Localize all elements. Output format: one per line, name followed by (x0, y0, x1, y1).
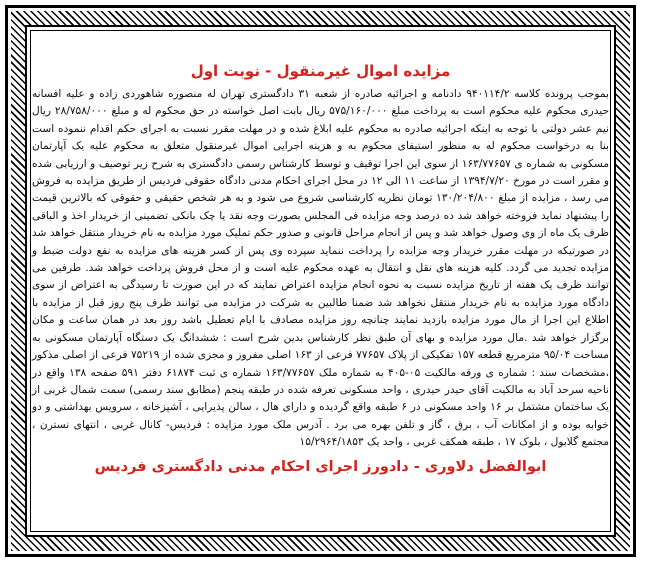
notice-content (32, 60, 609, 478)
notice-signature: ابوالفضل دلاوری - دادورز اجرای احکام مدنی دادگستری فردیس (94, 458, 547, 475)
notice-title: مزایده اموال غیرمنقول - نوبت اول (190, 62, 451, 80)
notice-body: بموجب پرونده کلاسه ۹۴۰۱۱۴/۲ دادنامه و اجرائیه صادره از شعبه ۳۱ دادگستری تهران له منصوره شاهوردی زاده و علیه افسانه حیدری محکوم علیه محکوم است به پرداخت مبلغ ۵۷۵/۱۶۰/۰۰۰ ریال بابت اصل خواسته در حق محکوم له و مبلغ ۲۸/۷۵۸/۰۰۰ ریال نیم عشر دولتی با توجه به اینکه اجرائیه صادره به محکوم علیه ابلاغ شده و در مهلت مقرر نسبت به اجرای حکم اقدام ننموده است بنا به درخواست محکوم له به منظور استیفای محکوم به و هزینه اجرایی اموال غیرمنقول متعلق به محکوم علیه یک آپارتمان مسکونی به شماره ی ۱۶۳/۷۷۶۵۷ از سوی این اجرا توقیف و توسط کارشناس رسمی دادگستری به شرح زیر توصیف و ارزیابی شده و مقرر است در مورخ ۱۳۹۴/۷/۲۰ از ساعت ۱۱ الی ۱۲ در محل اجرای احکام مدنی دادگاه حقوقی فردیس از طریق مزایده به فروش می رسد ، مزایده از مبلغ ۱۳۰/۲۰۴/۸۰۰ تومان نظریه کارشناسی شروع می شود و به هر شخص حقیقی و حقوقی که بالاترین قیمت را پیشنهاد نماید فروخته خواهد شد ده درصد وجه مزایده فی المجلس بصورت وجه نقد یا چک بانکی تضمینی از خریدار اخذ و الباقی ظرف یک ماه از وی وصول خواهد شد و پس از انجام مراحل قانونی و صدور حکم تملیک مورد مزایده به نام خریدار منتقل خواهد شد در صورتیکه در مهلت مقرر خریدار وجه مزایده را پرداخت ننماید سپرده وی پس از کسر هزینه های مزایده به نفع دولت ضبط و مزایده تجدید می گردد. کلیه هزینه های نقل و انتقال به عهده محکوم علیه است و از محل فروش پرداخت خواهد شد. طرفین می توانند ظرف یک هفته از تاریخ مزایده نسبت به نحوه انجام مزایده اعتراض نمایند که در این صورت تا رسیدگی به اعتراض از سوی دادگاه مورد مزایده به نام خریدار منتقل نخواهد شد ضمنا طالبین به شرکت در مزایده می توانند ظرف پنج روز قبل از مزایده با اطلاع این اجرا از مال مورد مزایده بازدید نمایند چنانچه روز مزایده مصادف با ایام تعطیل باشد روز بعد در همان ساعت و مکان برگزار خواهد شد .مال مورد مزایده و بهای آن طبق نظر کارشناس بدین شرح است : ششدانگ یک دستگاه آپارتمان مسکونی به مساحت ۹۵/۰۴ مترمربع قطعه ۱۵۷ تفکیکی از پلاک ۷۷۶۵۷ فرعی از ۱۶۳ اصلی مفروز و مجزی شده از ۷۵۲۱۹ فرعی از اصلی مذکور ،مشخصات سند : شماره ی ورقه مالکیت ۰۵-۴۰۵ به شماره ملک ۱۶۳/۷۷۶۵۷ شماره ی ثبت ۶۱۸۷۴ دفتر ۵۹۱ صفحه ۱۳۸ واقع در ناحیه سرحد آباد به مالکیت آقای حیدر حیدری ، واحد مسکونی تعرفه شده در طبقه پنجم (مطابق سند رسمی) سمت شمال غربی از یک ساختمان مشتمل بر ۱۶ واحد مسکونی در ۶ طبقه واقع گردیده و دارای هال ، سالن پذیرایی ، آشپزخانه ، سرویس بهداشتی و دو خوابه بوده و از امکانات آب ، برق ، گاز و تلفن بهره می برد . آدرس ملک مورد مزایده : فردیس- کانال غربی ، انتهای نسترن ، مجتمع گلابول ، بلوک ۱۷ ، طبقه همکف غربی ، واحد یک ۱۵/۲۹۶۴/۱۸۵۳ (32, 88, 610, 449)
